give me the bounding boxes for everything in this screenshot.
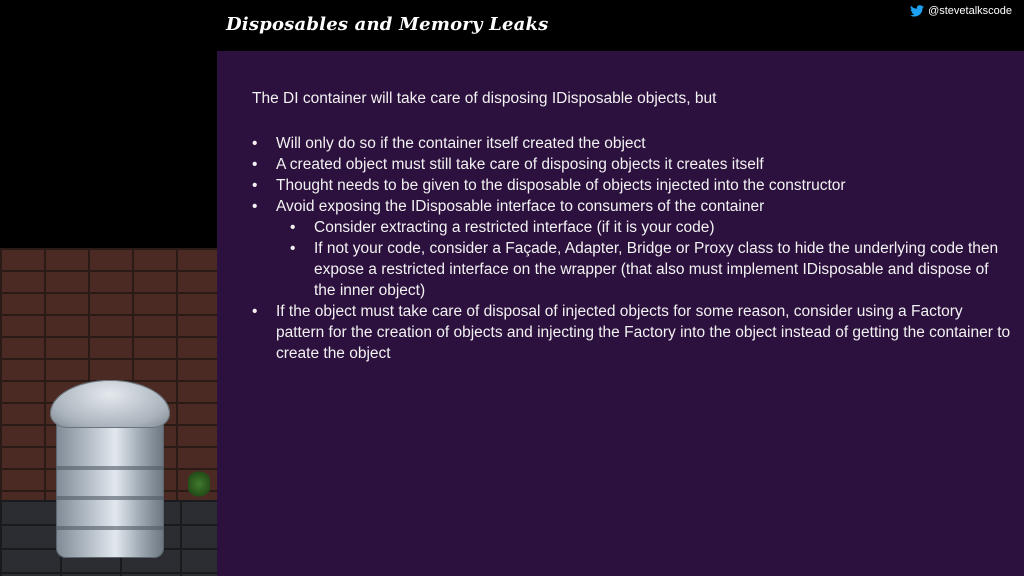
slide-body (252, 88, 1012, 364)
trash-can-photo (0, 0, 217, 576)
intro-text: The DI container will take care of disposing IDisposable objects, but (252, 90, 717, 107)
bullet-item: • If the object must take care of disposal of injected objects for some reason, consider using a Factory pattern for the creation of objects and injecting the Factory into the object instead of getting the container to create the object (252, 301, 1012, 364)
bullet-item: • A created object must still take care of disposing objects it creates itself (252, 154, 1012, 175)
metal-bin (50, 380, 170, 558)
twitter-handle (910, 5, 1012, 17)
weed-plant (188, 470, 210, 498)
twitter-bird-icon (910, 5, 924, 17)
bullet-item: • Avoid exposing the IDisposable interface to consumers of the container (252, 196, 1012, 217)
twitter-handle-text: @stevetalkscode (928, 5, 1012, 17)
slide-title: Disposables and Memory Leaks (226, 14, 549, 35)
sub-bullet-item: • Consider extracting a restricted interface (if it is your code) (252, 217, 1012, 238)
sub-bullet-item: • If not your code, consider a Façade, Adapter, Bridge or Proxy class to hide the underlying code then expose a restricted interface on the wrapper (that also must implement IDisposable and dispose of the inner object) (252, 238, 1012, 301)
bullet-item: • Will only do so if the container itself created the object (252, 133, 1012, 154)
bullet-item: • Thought needs to be given to the disposable of objects injected into the constructor (252, 175, 1012, 196)
